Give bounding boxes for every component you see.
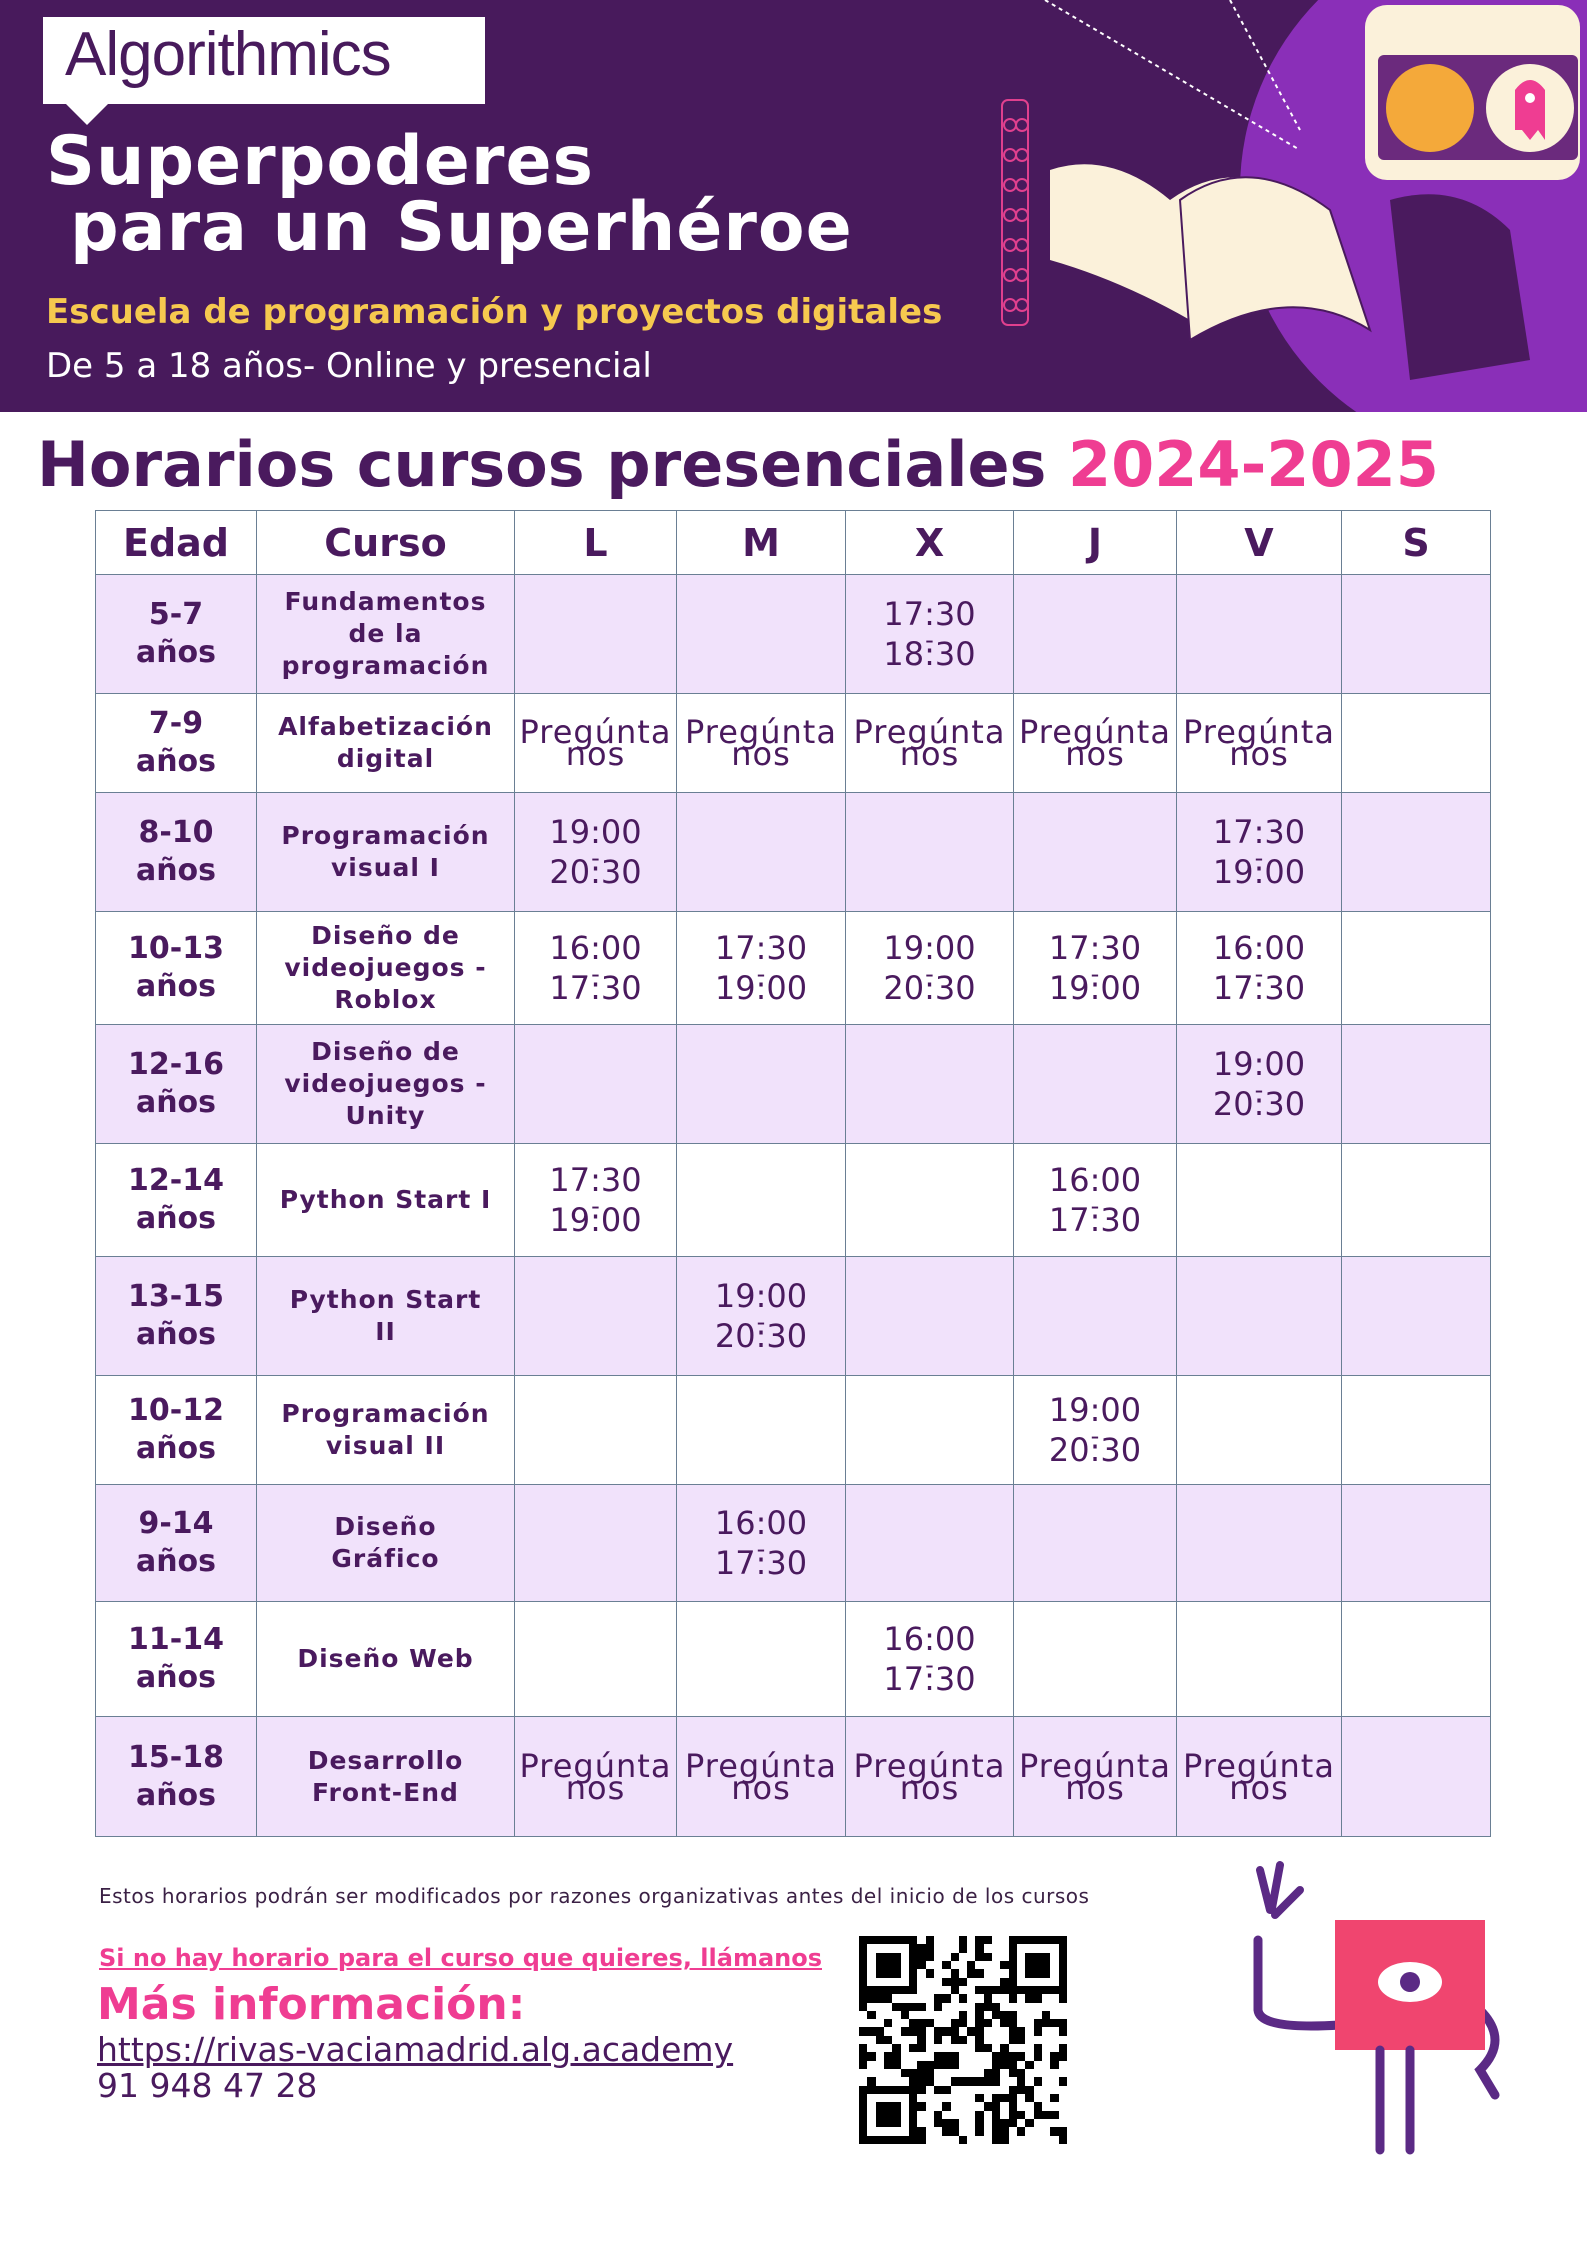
time-slot: 19:00 - 20:30 — [677, 1276, 845, 1356]
schedule-cell — [1342, 1025, 1491, 1144]
schedule-cell — [846, 1144, 1014, 1257]
age-cell: 7-9 años — [96, 694, 257, 793]
schedule-cell — [1014, 1602, 1177, 1717]
time-slot: 19:00 - 20:30 — [1177, 1044, 1341, 1124]
column-header: M — [677, 511, 846, 575]
year-label: 2024-2025 — [1068, 428, 1439, 501]
time-slot: 19:00 - 20:30 — [846, 928, 1013, 1008]
schedule-cell — [1177, 912, 1342, 1025]
schedule-cell — [1177, 1717, 1342, 1837]
mascot-illustration — [1230, 1860, 1530, 2160]
schedule-cell — [677, 1602, 846, 1717]
schedule-cell — [677, 1376, 846, 1485]
ask-us-label: Pregúnta nos — [853, 713, 1006, 773]
schedule-cell — [846, 575, 1014, 694]
age-cell: 12-16 años — [96, 1025, 257, 1144]
schedule-cell — [1342, 1257, 1491, 1376]
schedule-cell — [1014, 694, 1177, 793]
schedule-cell — [1014, 1485, 1177, 1602]
schedule-cell — [846, 912, 1014, 1025]
ask-us-label: Pregúnta nos — [519, 1746, 672, 1807]
course-cell: Diseño Gráfico — [257, 1485, 515, 1602]
schedule-cell — [515, 1025, 677, 1144]
time-slot: 16:00 - 17:30 — [515, 928, 676, 1008]
schedule-cell — [1177, 1376, 1342, 1485]
course-cell: Programación visual II — [257, 1376, 515, 1485]
age-cell: 5-7 años — [96, 575, 257, 694]
course-cell: Alfabetización digital — [257, 694, 515, 793]
time-slot: 17:30 - 19:00 — [1014, 928, 1176, 1008]
table-row — [96, 793, 1491, 912]
logo: Algorithmics — [43, 17, 485, 104]
schedule-cell — [515, 912, 677, 1025]
schedule-cell — [846, 1257, 1014, 1376]
call-us-link[interactable]: Si no hay horario para el curso que quieres, llámanos — [99, 1944, 822, 1972]
age-cell: 15-18 años — [96, 1717, 257, 1837]
column-header: Edad — [96, 511, 257, 575]
banner-audience: De 5 a 18 años- Online y presencial — [46, 346, 652, 386]
column-header: S — [1342, 511, 1491, 575]
ask-us-label: Pregúnta nos — [853, 1746, 1006, 1807]
age-cell: 13-15 años — [96, 1257, 257, 1376]
course-cell: Fundamentos de la programación — [257, 575, 515, 694]
schedule-cell — [1177, 1485, 1342, 1602]
table-header-row — [96, 511, 1491, 575]
column-header: V — [1177, 511, 1342, 575]
table-row — [96, 1025, 1491, 1144]
header-banner — [0, 0, 1587, 412]
schedule-cell — [515, 694, 677, 793]
schedule-cell — [677, 575, 846, 694]
time-slot: 17:30 - 19:00 — [677, 928, 845, 1008]
table-row — [96, 1144, 1491, 1257]
website-link[interactable]: https://rivas-vaciamadrid.alg.academy — [97, 2030, 734, 2069]
table-row — [96, 1602, 1491, 1717]
schedule-cell — [1342, 575, 1491, 694]
schedule-cell — [1342, 1485, 1491, 1602]
ask-us-label: Pregúnta nos — [1183, 713, 1335, 773]
ask-us-label: Pregúnta nos — [1019, 1746, 1171, 1807]
age-cell: 10-12 años — [96, 1376, 257, 1485]
time-slot: 16:00 - 17:30 — [1177, 928, 1341, 1008]
schedule-cell — [1014, 1257, 1177, 1376]
schedule-cell — [677, 1717, 846, 1837]
time-slot: 19:00 - 20:30 — [515, 812, 676, 892]
schedule-cell — [1177, 694, 1342, 793]
schedule-cell — [1177, 575, 1342, 694]
course-cell: Python Start I — [257, 1144, 515, 1257]
more-info-heading: Más información: — [97, 1979, 526, 2030]
column-header: X — [846, 511, 1014, 575]
schedule-cell — [1177, 793, 1342, 912]
table-row — [96, 575, 1491, 694]
ask-us-label: Pregúnta nos — [1183, 1746, 1335, 1807]
phone-number: 91 948 47 28 — [97, 2066, 318, 2105]
hero-illustration — [990, 0, 1587, 412]
schedule-cell — [515, 1376, 677, 1485]
page-title: Horarios cursos presenciales 2024-2025 — [37, 428, 1439, 501]
banner-subtitle: Escuela de programación y proyectos digitales — [46, 292, 943, 332]
time-slot: 16:00 - 17:30 — [677, 1503, 845, 1583]
age-cell: 10-13 años — [96, 912, 257, 1025]
course-cell: Diseño Web — [257, 1602, 515, 1717]
schedule-cell — [677, 1144, 846, 1257]
schedule-cell — [1014, 793, 1177, 912]
qr-code — [859, 1936, 1067, 2144]
banner-title-line1: Superpoderes — [46, 122, 595, 201]
schedule-cell — [1014, 575, 1177, 694]
table-row — [96, 1717, 1491, 1837]
schedule-cell — [677, 1485, 846, 1602]
schedule-cell — [677, 1025, 846, 1144]
ask-us-label: Pregúnta nos — [685, 1746, 837, 1807]
time-slot: 16:00 - 17:30 — [846, 1619, 1013, 1699]
schedule-cell — [846, 1717, 1014, 1837]
schedule-cell — [846, 1602, 1014, 1717]
time-slot: 17:30 - 19:00 — [515, 1160, 676, 1240]
time-slot: 19:00 - 20:30 — [1014, 1390, 1176, 1470]
schedule-cell — [677, 793, 846, 912]
schedule-cell — [515, 1485, 677, 1602]
schedule-cell — [1014, 1144, 1177, 1257]
schedule-cell — [677, 1257, 846, 1376]
schedule-cell — [1342, 1602, 1491, 1717]
schedule-cell — [1014, 1025, 1177, 1144]
schedule-cell — [1177, 1144, 1342, 1257]
schedule-cell — [1014, 1717, 1177, 1837]
schedule-cell — [1342, 1717, 1491, 1837]
banner-title-line2: para un Superhéroe — [70, 188, 853, 267]
schedule-cell — [515, 1717, 677, 1837]
schedule-cell — [846, 1376, 1014, 1485]
schedule-cell — [1177, 1602, 1342, 1717]
table-row — [96, 1257, 1491, 1376]
schedule-cell — [515, 793, 677, 912]
schedule-cell — [677, 912, 846, 1025]
time-slot: 16:00 - 17:30 — [1014, 1160, 1176, 1240]
time-slot: 17:30 - 18:30 — [846, 594, 1013, 674]
age-cell: 12-14 años — [96, 1144, 257, 1257]
column-header: L — [515, 511, 677, 575]
schedule-cell — [515, 1602, 677, 1717]
schedule-cell — [1014, 1376, 1177, 1485]
course-cell: Programación visual I — [257, 793, 515, 912]
schedule-cell — [1342, 912, 1491, 1025]
age-cell: 9-14 años — [96, 1485, 257, 1602]
schedule-cell — [846, 694, 1014, 793]
schedule-cell — [1177, 1025, 1342, 1144]
schedule-cell — [1177, 1257, 1342, 1376]
ask-us-label: Pregúnta nos — [1019, 713, 1171, 773]
time-slot: 17:30 - 19:00 — [1177, 812, 1341, 892]
schedule-cell — [1342, 1144, 1491, 1257]
course-cell: Desarrollo Front-End — [257, 1717, 515, 1837]
course-cell: Diseño de videojuegos - Roblox — [257, 912, 515, 1025]
ask-us-label: Pregúnta nos — [519, 713, 672, 773]
schedule-cell — [1014, 912, 1177, 1025]
table-row — [96, 694, 1491, 793]
schedule-cell — [1342, 793, 1491, 912]
schedule-cell — [846, 1025, 1014, 1144]
schedule-cell — [846, 1485, 1014, 1602]
schedule-cell — [1342, 1376, 1491, 1485]
schedule-cell — [846, 793, 1014, 912]
column-header: J — [1014, 511, 1177, 575]
schedule-cell — [515, 575, 677, 694]
ask-us-label: Pregúnta nos — [685, 713, 837, 773]
column-header: Curso — [257, 511, 515, 575]
age-cell: 11-14 años — [96, 1602, 257, 1717]
schedule-cell — [1342, 694, 1491, 793]
schedule-cell — [677, 694, 846, 793]
schedule-table — [95, 510, 1491, 1837]
table-row — [96, 912, 1491, 1025]
disclaimer-note: Estos horarios podrán ser modificados por razones organizativas antes del inicio de los cursos — [99, 1884, 1090, 1908]
table-row — [96, 1376, 1491, 1485]
schedule-cell — [515, 1144, 677, 1257]
course-cell: Diseño de videojuegos - Unity — [257, 1025, 515, 1144]
table-row — [96, 1485, 1491, 1602]
age-cell: 8-10 años — [96, 793, 257, 912]
course-cell: Python Start II — [257, 1257, 515, 1376]
schedule-cell — [515, 1257, 677, 1376]
